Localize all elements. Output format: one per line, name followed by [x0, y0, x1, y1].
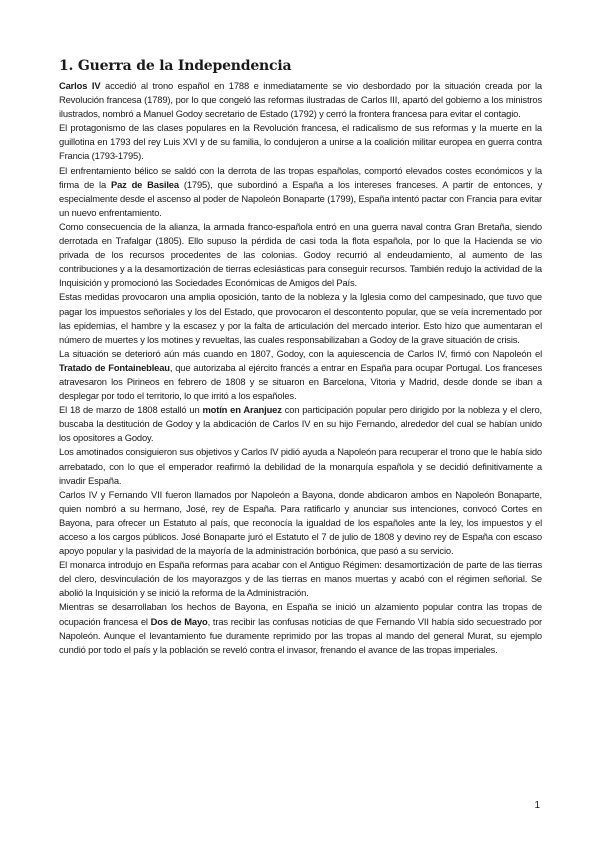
- paragraph: El 18 de marzo de 1808 estalló un motín en Aranjuez con participación popular pero dirigido por la nobleza y el clero, buscaba la destitución de Godoy y la abdicación de Carlos IV en su hijo Fernando, alrededor del cual se habían unido los opositores a Godoy.: [59, 404, 543, 444]
- paragraph: El protagonismo de las clases populares en la Revolución francesa, el radicalismo de sus reformas y la muerte en la guillotina en 1793 del rey Luis XVI y de su familia, lo condujeron a unirse a la coalición militar europea en guerra contra Francia (1793-1795).: [59, 122, 542, 162]
- bold-term: Tratado de Fontainebleau: [59, 361, 170, 373]
- section-heading: 1. Guerra de la Independencia: [59, 58, 292, 74]
- paragraph: Como consecuencia de la alianza, la armada franco-española entró en una guerra naval contra Gran Bretaña, siendo derrotada en Trafalgar (1805). Ello supuso la pérdida de casi toda la flota española, por lo que la Hacienda se vio privada de los recursos procedentes de las colonias. Godoy recurrió al endeudamiento, al aumento de las contribuciones y a la desamortización de tierras eclesiásticas para conseguir recursos. También redujo la actividad de la Inquisición y promocionó las Sociedades Económicas de Amigos del País.: [59, 220, 542, 289]
- paragraph: Carlos IV accedió al trono español en 1788 e inmediatamente se vio desbordado por la situación creada por la Revolución francesa (1789), por lo que congeló las reformas ilustradas de Carlos III, apartó del gobierno a los ministros ilustrados, nombró a Manuel Godoy secretario de Estado (1792) y cerró la frontera francesa para evitar el contagio.: [59, 80, 543, 120]
- bold-term: Dos de Mayo: [150, 615, 208, 627]
- paragraph: Carlos IV y Fernando VII fueron llamados por Napoleón a Bayona, donde abdicaron ambos en Napoleón Bonaparte, quien nombró a su hermano, José, rey de España. Para ratificarlo y anunciar sus intenciones, convocó Cortes en Bayona, para ofrecer un Estatuto al país, que reconocía la igualdad de los españoles ante la ley, los impuestos y el acceso a los cargos públicos. José Bonaparte juró el Estatuto el 7 de julio de 1808 y devino rey de España con escaso apoyo popular y la pasividad de la mayoría de la administración borbónica, que pasó a su servicio.: [59, 488, 542, 557]
- bold-term: Carlos IV: [59, 80, 101, 91]
- paragraph: Mientras se desarrollaban los hechos de Bayona, en España se inició un alzamiento popular contra las tropas de ocupación francesa el Dos de Mayo, tras recibir las confusas noticias de que Fernando VII había sido secuestrado por Napoleón. Aunque el levantamiento fue duramente reprimido por las tropas al mando del general Murat, su ejemplo cundió por todo el país y la población se reveló contra el invasor, frenando el avance de las tropas imperiales.: [59, 601, 542, 655]
- paragraph: El enfrentamiento bélico se saldó con la derrota de las tropas españolas, comportó elevados costes económicos y la firma de la Paz de Basilea (1795), que subordinó a España a los intereses franceses. A partir de entonces, y especialmente desde el ascenso al poder de Napoleón Bonaparte (1799), España intentó pactar con Francia para evitar un nuevo enfrentamiento.: [59, 164, 542, 218]
- page-number: 1: [534, 800, 540, 811]
- bold-term: motín en Aranjuez: [202, 404, 282, 416]
- paragraph: Estas medidas provocaron una amplia oposición, tanto de la nobleza y la Iglesia como del campesinado, que tuvo que pagar los impuestos señoriales y los del Estado, que provocaron el descontento popular, que se veía incrementado por las epidemias, el hambre y la escasez y por la falta de articulación del mercado interior. Esto hizo que aumentaran el número de muertes y los motines y revueltas, las cuales responsabilizaban a Godoy de la grave situación de crisis.: [59, 291, 542, 345]
- paragraph: La situación se deterioró aún más cuando en 1807, Godoy, con la aquiescencia de Carlos IV, firmó con Napoleón el Tratado de Fontainebleau, que autorizaba al ejército francés a entrar en España para ocupar Portugal. Los franceses atravesaron los Pirineos en febrero de 1808 y se situaron en Barcelona, Vitoria y Madrid, desde donde se iban a desplegar por todo el territorio, lo que irritó a los españoles.: [59, 347, 542, 402]
- paragraph: Los amotinados consiguieron sus objetivos y Carlos IV pidió ayuda a Napoleón para recuperar el trono que le había sido arrebatado, con lo que el emperador reafirmó la debilidad de la monarquía española y se decidió definitivamente a invadir España.: [59, 446, 542, 486]
- paragraph: El monarca introdujo en España reformas para acabar con el Antiguo Régimen: desamortización de parte de las tierras del clero, desvinculación de los mayorazgos y de las tierras en manos muertas y acabó con el régimen señorial. Se abolió la Inquisición y se inició la reforma de la Administración.: [59, 559, 542, 599]
- bold-term: Paz de Basilea: [110, 178, 179, 190]
- body-text: [59, 79, 542, 657]
